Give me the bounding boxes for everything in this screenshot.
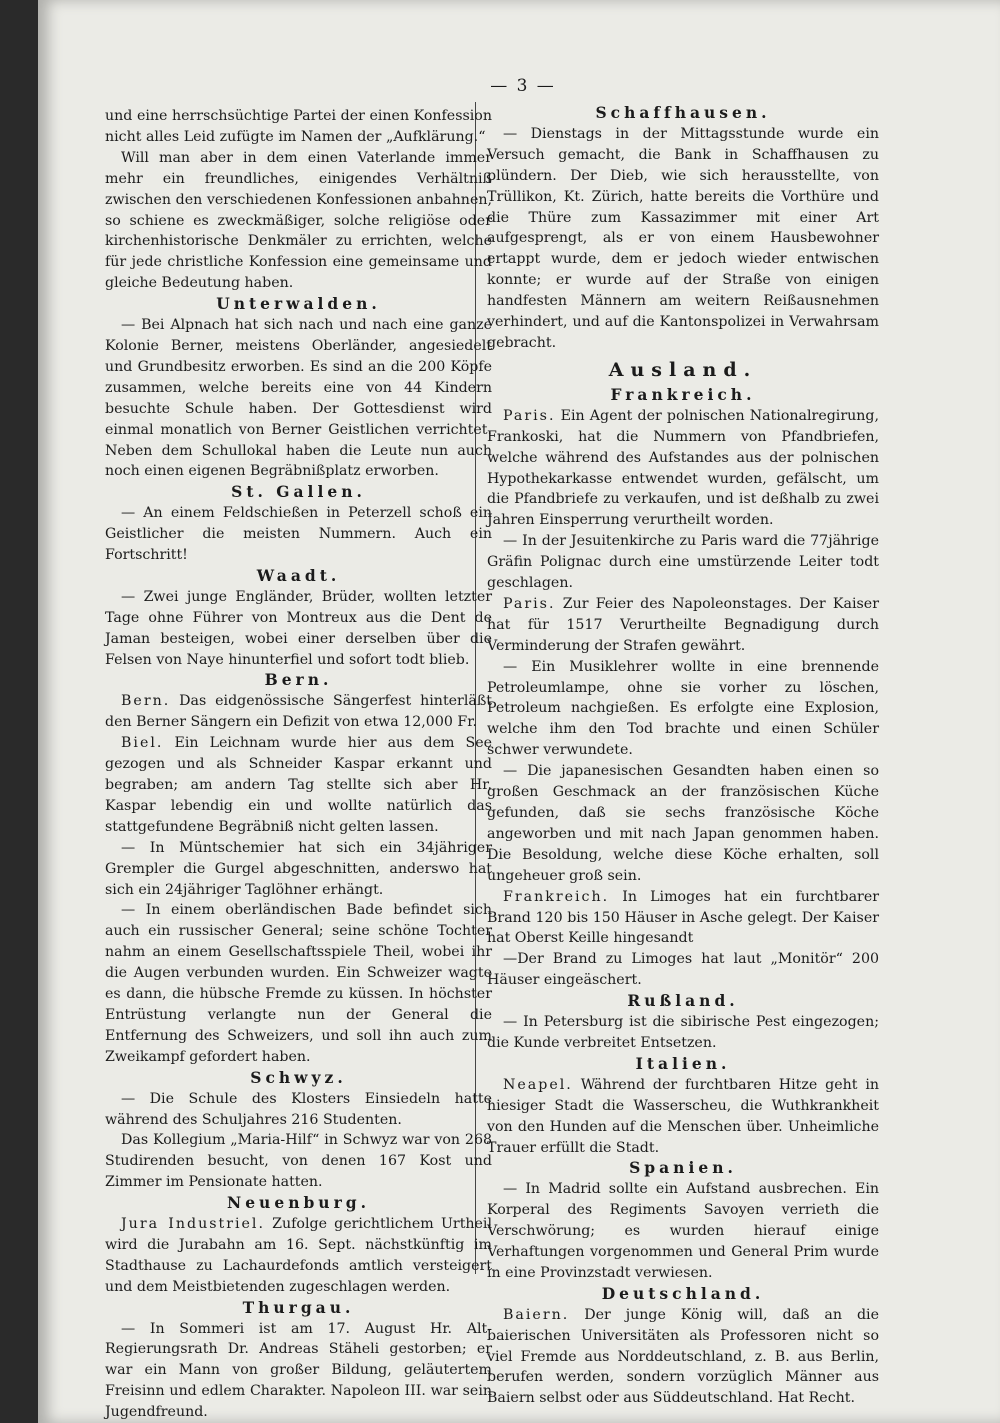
- article-text: — Dienstags in der Mittagsstunde wurde ein Versuch gemacht, die Bank in Schaffhausen zu plündern. Der Dieb, wie sich herausstellte, von Trüllikon, Kt. Zürich, hatte bereits die Vorthüre und die Thüre zum Kassazimmer mit einer Art aufgesprengt, als er von einem Hausbewohner ertappt wurde, dem er jedoch wieder entwischen konnte; er wurde auf der Straße von einigen handfesten Männern am weitern Reißausnehmen verhindert, und auf die Kantonspolizei in Verwahrsam gebracht.: [487, 125, 879, 351]
- article-text: — Zwei junge Engländer, Brüder, wollten letzter Tage ohne Führer von Montreux aus die Dent de Jaman besteigen, wobei einer derselben über die Felsen von Naye hinunterfiel und sofort todt blieb.: [105, 588, 492, 668]
- place-name: Paris.: [503, 407, 556, 424]
- article-text: — Die Schule des Klosters Einsiedeln hatte während des Schuljahres 216 Studenten.: [105, 1090, 492, 1128]
- section-heading-deutschland: Deutschland.: [601, 1283, 765, 1303]
- section-heading-bern: Bern.: [264, 670, 333, 690]
- article-text: — Bei Alpnach hat sich nach und nach eine ganze Kolonie Berner, meistens Oberländer, angesiedelt und Grundbesitz erworben. Es sind an die 200 Köpfe zusammen, welche bereits eine von 44 Kindern besuchte Schule haben. Der Gottesdienst wird einmal monatlich von Berner Geistlichen verrichtet. Neben dem Schullokal haben die Leute nun auch noch einen eigenen Begräbnißplatz erworben.: [105, 317, 492, 480]
- article-text: — Ein Musiklehrer wollte in eine brennende Petroleumlampe, ohne sie vorher zu löschen, Petroleum nachgießen. Es erfolgte eine Explosion, welche ihm den Tod brachte und einen Schüler schwer verwundete.: [487, 658, 879, 759]
- place-name: Neapel.: [503, 1076, 573, 1093]
- place-name: Biel.: [121, 735, 164, 752]
- article-text: — In Müntschemier hat sich ein 34jähriger Grempler die Gurgel abgeschnitten, anderswo hat sich ein 24jähriger Taglöhner erhängt.: [105, 839, 492, 898]
- left-column: [105, 106, 492, 1423]
- section-heading-schwyz: Schwyz.: [250, 1067, 347, 1087]
- section-heading-waadt: Waadt.: [256, 565, 341, 585]
- section-heading-st-gallen: St. Gallen.: [231, 482, 366, 502]
- article-text: Das eidgenössische Sängerfest hinterläßt den Berner Sängern ein Defizit von etwa 12,000 Fr.: [105, 693, 493, 731]
- article-text: — An einem Feldschießen in Peterzell schoß ein Geistlicher die meisten Nummern. Auch ein Fortschritt!: [105, 505, 492, 564]
- section-heading-schaffhausen: Schaffhausen.: [595, 103, 771, 122]
- section-heading-frankreich: Frankreich.: [610, 384, 756, 404]
- article-text: Ein Agent der polnischen Nationalregirung, Frankoski, hat die Nummern von Pfandbriefen, welche während des Aufstandes aus der polnischen Hypothekarkasse entwendet wurden, gefälscht, um die Pfandbriefe zu verkaufen, und ist deßhalb zu zwei Jahren Einsperrung verurtheilt worden.: [487, 407, 879, 529]
- article-item: [487, 887, 879, 950]
- article-text: — In der Jesuitenkirche zu Paris ward die 77jährige Gräfin Polignac durch eine umstürzende Leiter todt geschlagen.: [487, 533, 879, 592]
- place-name: Paris.: [503, 595, 556, 612]
- section-heading-neuenburg: Neuenburg.: [227, 1193, 370, 1213]
- article-item: [105, 733, 492, 838]
- section-heading-unterwalden: Unterwalden.: [216, 294, 381, 314]
- newspaper-page: [38, 0, 1000, 1423]
- article-item: [487, 1305, 879, 1410]
- place-name: Frankreich.: [503, 888, 610, 905]
- article-text: Der junge König will, daß an die baierischen Universitäten als Professoren nicht so viel Fremde aus Norddeutschland, z. B. aus Berlin, berufen werden, sondern vorzüglich Männer aus Baiern selbst oder aus Süddeutschland. Hat Recht.: [487, 1306, 879, 1407]
- article-text: Das Kollegium „Maria-Hilf“ in Schwyz war von 268 Studirenden besucht, von denen 167 Kost und Zimmer im Pensionate hatten.: [105, 1132, 492, 1191]
- article-item: [105, 691, 492, 733]
- section-heading-spanien: Spanien.: [629, 1158, 737, 1178]
- intro-paragraph: Will man aber in dem einen Vaterlande immer mehr ein freundliches, einigendes Verhältniß zwischen den verschiedenen Konfessionen anbahnen, so schiene es zweckmäßiger, solche religiöse oder kirchenhistorische Denkmäler zu errichten, welche für jede christliche Konfession eine gemeinsame und gleiche Bedeutung haben.: [105, 149, 492, 292]
- article-text: In Limoges hat ein furchtbarer Brand 120 bis 150 Häuser in Asche gelegt. Der Kaiser hat Oberst Keille hingesandt: [487, 888, 879, 947]
- article-text: — In Petersburg ist die sibirische Pest eingezogen; die Kunde verbreitet Entsetzen.: [487, 1014, 879, 1051]
- section-heading-italien: Italien.: [635, 1053, 731, 1073]
- article-item: [105, 1214, 492, 1298]
- article-text: Zur Feier des Napoleonstages. Der Kaiser hat für 1517 Verurtheilte Begnadigung durch Verminderung der Strafen gewährt.: [487, 595, 879, 654]
- section-heading-russland: Rußland.: [627, 991, 739, 1011]
- article-text: — In Madrid sollte ein Aufstand ausbrechen. Ein Korperal des Regiments Savoyen verrieth die Verschwörung; es wurden hierauf einige Verhaftungen vorgenommen und General Prim wurde in eine Provinzstadt verwiesen.: [487, 1181, 879, 1281]
- section-heading-ausland: Ausland.: [608, 358, 758, 381]
- place-name: Jura Industriel.: [121, 1216, 265, 1233]
- page-number: — 3 —: [490, 76, 556, 96]
- place-name: Baiern.: [503, 1306, 570, 1323]
- article-item: [487, 1075, 879, 1159]
- article-text: — Die japanesischen Gesandten haben einen so großen Geschmack an der französischen Küche gefunden, daß sie sechs französische Köche angeworben und mit nach Japan genommen haben. Die Besoldung, welche diese Köche erhalten, soll ungeheuer groß sein.: [487, 763, 879, 884]
- article-text: Zufolge gerichtlichem Urtheil wird die Jurabahn am 16. Sept. nächstkünftig im Stadthause zu Lachaurdefonds amtlich versteigert und dem Meistbietenden zugeschlagen werden.: [105, 1216, 493, 1295]
- article-item: [487, 594, 879, 657]
- article-text: Während der furchtbaren Hitze geht in hiesiger Stadt die Wasserscheu, die Wuthkrankheit von den Hunden auf die Menschen über. Unheimliche Trauer erfüllt die Stadt.: [487, 1076, 879, 1156]
- article-text: —Der Brand zu Limoges hat laut „Monitör“ 200 Häuser eingeäschert.: [487, 951, 879, 989]
- article-item: [487, 406, 879, 531]
- article-text: — In einem oberländischen Bade befindet sich auch ein russischer General; seine schöne Tochter nahm an einem Gesellschaftsspiele Theil, wobei ihr die Augen verbunden wurden. Ein Schweizer wagte es dann, die hübsche Fremde zu küssen. In höchster Entrüstung verlangte nun der General die Entfernung des Schweizers, und soll ihn auch zum Zweikampf gefordert haben.: [105, 902, 492, 1065]
- article-text: — In Sommeri ist am 17. August Hr. Alt-Regierungsrath Dr. Andreas Stäheli gestorben; er war ein Mann von großer Bildung, geläutertem Freisinn und edlem Charakter. Napoleon III. war sein Jugendfreund.: [105, 1320, 492, 1421]
- place-name: Bern.: [121, 693, 171, 710]
- article-text: Ein Leichnam wurde hier aus dem See gezogen und als Schneider Kaspar erkannt und begraben; am andern Tag stellte sich aber Hr. Kaspar lebendig ein und wollte natürlich das stattgefundene Begräbniß nicht gelten lassen.: [105, 735, 493, 835]
- right-column: [487, 103, 879, 1409]
- section-heading-thurgau: Thurgau.: [242, 1297, 355, 1317]
- intro-paragraph: und eine herrschsüchtige Partei der einen Konfession nicht alles Leid zufügte im Namen der „Aufklärung.“: [105, 108, 492, 145]
